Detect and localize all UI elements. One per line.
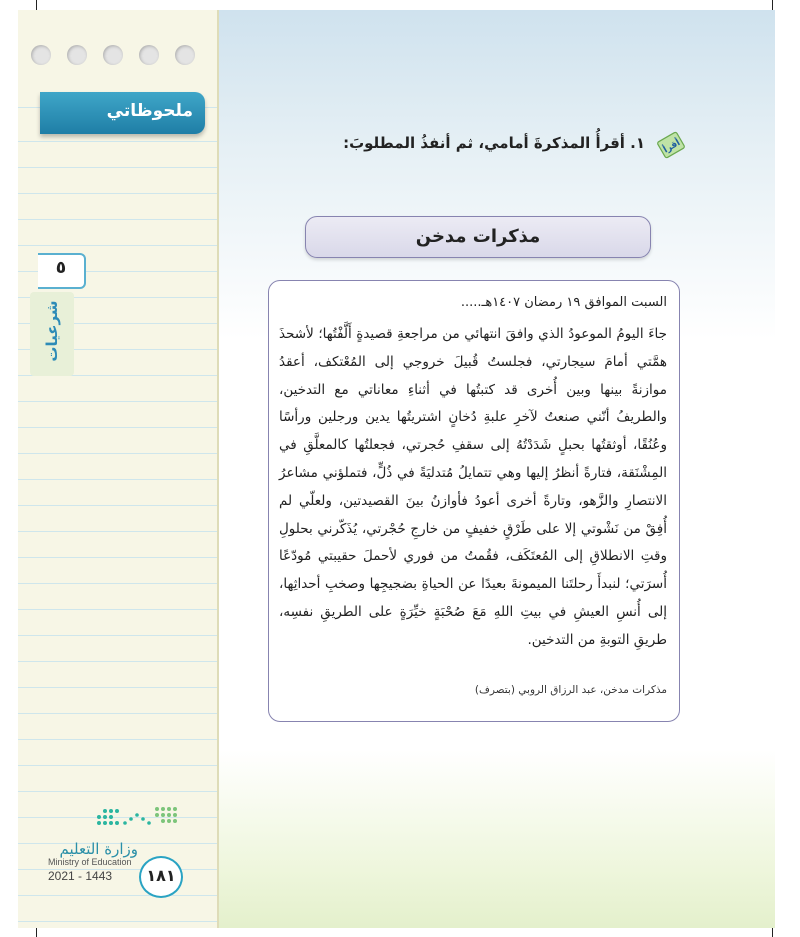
memo-box xyxy=(268,280,680,722)
unit-title: شرعيات xyxy=(43,300,61,362)
memo-title-box xyxy=(305,216,651,258)
edition-year: 2021 - 1443 xyxy=(48,869,113,883)
notes-label: ملحوظاتي xyxy=(106,101,193,121)
binder-hole xyxy=(139,45,159,65)
page-number: ١٨١ xyxy=(146,866,176,885)
binder-hole xyxy=(31,45,51,65)
crop-mark xyxy=(772,928,773,937)
task-icon-label: أقرأ xyxy=(661,137,683,156)
crop-mark xyxy=(36,0,37,10)
memo-body: جاءَ اليومُ الموعودُ الذي وافقَ انتهائي من مراجعةِ قصيدةٍ أَلَّفْتُها؛ لأشحذَ همَّتي أمامَ سيجارتي، فجلستُ قُبيلَ خروجي إلى المُعْتكف، أعقدُ موازنةً بينها وبين أُخرى قد كتبتُها في أثناءِ معاناتي مع التدخين، والطريفُ أنّني صنعتُ لآخرِ علبةِ دُخانٍ اشتريتُها يدين ورجلين ورأسًا وعُنُقًا، أوثقتُها بحبلٍ شَدَدْتُهُ إلى سقفِ حُجرتي، فجعلتُها كالمعلَّقِ في المِشْنَقة، فتارةً أنظرُ إليها وهي تتمايلُ مُتدليَةً في ذُلٍّ، فتملؤني مشاعرُ الانتصارِ والزَّهو، وتارةً أخرى أعودُ فأوازنُ بينَ القصيدتين، ولعلّي لم أُفِقْ من نَشْوتي إلا على طَرْقٍ خفيفٍ من خارجِ حُجْرتي، يُذَكّرني بحلولِ وقتِ الانطلاقِ إلى المُعتَكَف، فقُمتُ من فوري لأحملَ حقيبتي مُودّعًا أُسرَتي؛ لنبدأَ رحلتَنا الميمونةَ بعيدًا عن الحياةِ بضجيجِها وصخبِ أحداثِها، إلى أُنسِ العيشِ في بيتِ اللهِ مَعَ صُحْبَةٍ خيِّرَةٍ على الطريقِ نفسِه، طريقِ التوبةِ من التدخين. xyxy=(279,326,667,648)
page-number-badge xyxy=(139,856,183,898)
unit-title-tab xyxy=(30,292,74,376)
binder-hole xyxy=(67,45,87,65)
unit-number: ٥ xyxy=(55,258,67,278)
memo-date: السبت الموافق ١٩ رمضان ١٤٠٧هـ..... xyxy=(460,295,667,310)
binder-hole xyxy=(175,45,195,65)
binder-hole xyxy=(103,45,123,65)
page-margin xyxy=(775,10,785,928)
task-pencil-icon xyxy=(654,128,688,162)
ministry-logo-icon xyxy=(95,803,183,829)
activity-instruction: ١. أقرأُ المذكرةَ أمامي، ثم أنفذُ المطلوبَ: xyxy=(343,134,645,152)
crop-mark xyxy=(36,928,37,937)
unit-number-box xyxy=(38,253,86,289)
notes-column xyxy=(18,10,219,928)
ministry-name-arabic: وزارة التعليم xyxy=(59,840,138,858)
notes-tab xyxy=(40,92,205,134)
crop-mark xyxy=(772,0,773,10)
memo-title: مذكرات مدخن xyxy=(415,226,541,247)
memo-source: مذكرات مدخن، عبد الرزاق الروبي (بتصرف) xyxy=(474,684,667,696)
ministry-name-english: Ministry of Education xyxy=(48,857,132,867)
